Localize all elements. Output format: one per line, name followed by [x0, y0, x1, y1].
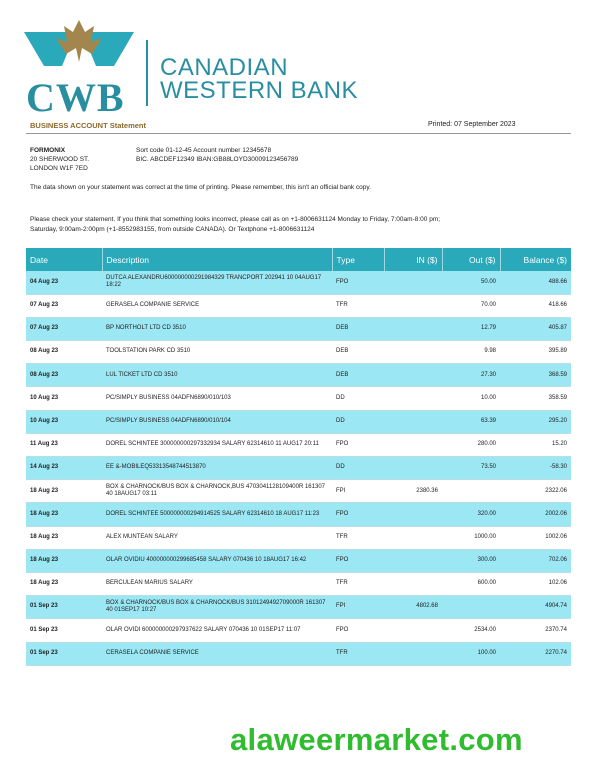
cell-balance: 1002.06 — [500, 526, 571, 549]
cell-out: 100.00 — [442, 642, 500, 665]
cell-type: TFR — [332, 294, 384, 317]
cell-type: FPO — [332, 271, 384, 294]
cell-description: DOREL SCHINTEE 500000000294914525 SALARY 62314610 18 AUG17 11:23 — [102, 503, 332, 526]
contact-note: Please check your statement. If you think that something looks incorrect, please call as on +1-8006631124 Monday to Friday, 7:00am-8:00 pm; Saturday, 9:00am-2:00pm (+1-8552983155, from outside CANADA). Or Textphone +1-8006631124 — [30, 216, 441, 233]
cell-description: EE &-MOBILEQ53313548744513870 — [102, 457, 332, 480]
cell-balance: 2370.74 — [500, 619, 571, 642]
bank-name — [160, 56, 358, 102]
header-type: Type — [332, 248, 384, 271]
table-row — [26, 619, 571, 642]
cell-date: 01 Sep 23 — [26, 642, 102, 665]
cell-out: 9.98 — [442, 341, 500, 364]
cell-balance: 102.06 — [500, 572, 571, 595]
cell-description: LUL TICKET LTD CD 3510 — [102, 364, 332, 387]
cell-out: 10.00 — [442, 387, 500, 410]
cell-type: FPI — [332, 480, 384, 503]
address-line2: LONDON W1F 7ED — [30, 165, 88, 172]
cell-description: TOOLSTATION PARK CD 3510 — [102, 341, 332, 364]
cell-in: 2380.36 — [384, 480, 442, 503]
cell-in — [384, 572, 442, 595]
account-details — [136, 146, 298, 164]
statement-header — [26, 121, 571, 134]
cell-balance: 2002.06 — [500, 503, 571, 526]
cell-date: 04 Aug 23 — [26, 271, 102, 294]
cell-type: DEB — [332, 364, 384, 387]
cell-type: FPO — [332, 503, 384, 526]
cell-type: DEB — [332, 341, 384, 364]
cell-description: PC/SIMPLY BUSINESS 04ADFN6890/010/103 — [102, 387, 332, 410]
logo-divider — [146, 40, 148, 106]
cell-type: FPO — [332, 433, 384, 456]
cell-type: TFR — [332, 642, 384, 665]
cell-in — [384, 294, 442, 317]
cell-in — [384, 271, 442, 294]
cell-description: GERASELA COMPANIE SERVICE — [102, 294, 332, 317]
cell-balance: 702.06 — [500, 549, 571, 572]
table-header-row — [26, 248, 571, 271]
cell-in — [384, 433, 442, 456]
cell-in — [384, 317, 442, 340]
cell-out: 70.00 — [442, 294, 500, 317]
cell-description: PC/SIMPLY BUSINESS 04ADFN6890/010/104 — [102, 410, 332, 433]
cell-date: 07 Aug 23 — [26, 294, 102, 317]
cell-in — [384, 387, 442, 410]
table-row — [26, 271, 571, 294]
cell-type: TFR — [332, 572, 384, 595]
header-date: Date — [26, 248, 102, 271]
cell-in — [384, 503, 442, 526]
cell-out: 50.00 — [442, 271, 500, 294]
cell-out: 300.00 — [442, 549, 500, 572]
cell-balance: 4904.74 — [500, 596, 571, 619]
cell-date: 10 Aug 23 — [26, 387, 102, 410]
cell-balance: 15.20 — [500, 433, 571, 456]
cell-balance: 2270.74 — [500, 642, 571, 665]
cell-out — [442, 480, 500, 503]
cell-description: CERASELA COMPANIE SERVICE — [102, 642, 332, 665]
cell-type: FPO — [332, 619, 384, 642]
cell-balance: 368.59 — [500, 364, 571, 387]
cell-date: 18 Aug 23 — [26, 480, 102, 503]
cell-in — [384, 642, 442, 665]
customer-name: FORMONIX — [30, 147, 66, 154]
cell-description: BP NORTHOLT LTD CD 3510 — [102, 317, 332, 340]
table-row — [26, 433, 571, 456]
statement-title: BUSINESS ACCOUNT Statement — [30, 121, 146, 130]
account-line1: Sort code 01-12-45 Account number 12345678 — [136, 147, 272, 154]
cell-type: TFR — [332, 526, 384, 549]
cell-balance: 395.89 — [500, 341, 571, 364]
header-out: Out ($) — [442, 248, 500, 271]
cell-in — [384, 457, 442, 480]
cell-out: 320.00 — [442, 503, 500, 526]
cell-date: 01 Sep 23 — [26, 596, 102, 619]
table-row — [26, 480, 571, 503]
cell-date: 18 Aug 23 — [26, 503, 102, 526]
table-row — [26, 572, 571, 595]
table-row — [26, 503, 571, 526]
cell-out: 2534.00 — [442, 619, 500, 642]
cell-type: DD — [332, 410, 384, 433]
table-row — [26, 596, 571, 619]
cell-description: BERCULEAN MARIUS SALARY — [102, 572, 332, 595]
address-line1: 20 SHERWOOD ST. — [30, 156, 90, 163]
table-row — [26, 526, 571, 549]
cell-out — [442, 596, 500, 619]
table-row — [26, 317, 571, 340]
watermark: alaweermarket.com — [230, 722, 523, 757]
cell-out: 280.00 — [442, 433, 500, 456]
cell-date: 08 Aug 23 — [26, 341, 102, 364]
table-row — [26, 294, 571, 317]
cell-date: 18 Aug 23 — [26, 572, 102, 595]
table-row — [26, 387, 571, 410]
cell-out: 27.30 — [442, 364, 500, 387]
cell-in — [384, 341, 442, 364]
cell-in — [384, 410, 442, 433]
table-row — [26, 549, 571, 572]
cell-description: BOX & CHARNOCK/BUS BOX & CHARNOCK,BUS 4703041128109400R 161307 40 18AUG17 03:11 — [102, 480, 332, 503]
cell-in — [384, 549, 442, 572]
header-in: IN ($) — [384, 248, 442, 271]
cell-type: DEB — [332, 317, 384, 340]
cell-date: 10 Aug 23 — [26, 410, 102, 433]
cell-type: FPI — [332, 596, 384, 619]
cell-balance: 488.66 — [500, 271, 571, 294]
cell-date: 08 Aug 23 — [26, 364, 102, 387]
cell-type: DD — [332, 387, 384, 410]
cell-description: BOX & CHARNOCK/BUS BOX & CHARNOCK/BUS 3101249492709000R 161307 40 01SEP17 10:27 — [102, 596, 332, 619]
header-description: Description — [102, 248, 332, 271]
transactions-table — [26, 248, 571, 666]
table-row — [26, 410, 571, 433]
cell-out: 600.00 — [442, 572, 500, 595]
cell-in: 4802.68 — [384, 596, 442, 619]
accuracy-note: The data shown on your statement was correct at the time of printing. Please remember, this isn't an official bank copy. — [30, 184, 371, 191]
cell-date: 07 Aug 23 — [26, 317, 102, 340]
header-balance: Balance ($) — [500, 248, 571, 271]
logo-abbreviation: CWB — [26, 75, 125, 120]
cell-out: 12.79 — [442, 317, 500, 340]
cell-description: ALEX MUNTEAN SALARY — [102, 526, 332, 549]
cell-out: 63.39 — [442, 410, 500, 433]
customer-address — [30, 146, 89, 173]
cell-type: DD — [332, 457, 384, 480]
cell-balance: 295.20 — [500, 410, 571, 433]
cell-balance: 2322.06 — [500, 480, 571, 503]
cell-date: 11 Aug 23 — [26, 433, 102, 456]
bank-name-line2: WESTERN BANK — [160, 77, 359, 104]
cell-date: 01 Sep 23 — [26, 619, 102, 642]
cell-description: OLAR OVIDIU 400000000299685458 SALARY 070436 10 18AUG17 16:42 — [102, 549, 332, 572]
cell-type: FPO — [332, 549, 384, 572]
table-row — [26, 457, 571, 480]
cell-date: 18 Aug 23 — [26, 526, 102, 549]
cell-in — [384, 619, 442, 642]
account-line2: BIC. ABCDEF12349 IBAN:GB88LOYD30009123456789 — [136, 156, 299, 163]
cell-balance: 405.87 — [500, 317, 571, 340]
cell-description: OLAR OVIDI 600000000297937622 SALARY 070436 10 01SEP17 11:07 — [102, 619, 332, 642]
cell-in — [384, 364, 442, 387]
cell-balance: -58.30 — [500, 457, 571, 480]
table-row — [26, 364, 571, 387]
table-row — [26, 341, 571, 364]
cell-balance: 358.59 — [500, 387, 571, 410]
cell-out: 1000.00 — [442, 526, 500, 549]
cell-balance: 418.66 — [500, 294, 571, 317]
cell-date: 14 Aug 23 — [26, 457, 102, 480]
table-body — [26, 271, 571, 665]
cell-description: DOREL SCHINTEE 300000000297332934 SALARY 62314610 11 AUG17 20:11 — [102, 433, 332, 456]
printed-date: Printed: 07 September 2023 — [428, 121, 516, 128]
table-row — [26, 642, 571, 665]
cell-out: 73.50 — [442, 457, 500, 480]
cell-date: 18 Aug 23 — [26, 549, 102, 572]
cell-description: DUTCA ALEXANDRU600000000291984329 TRANCPORT 202941 10 04AUG17 18:22 — [102, 271, 332, 294]
cell-in — [384, 526, 442, 549]
bank-logo — [24, 18, 364, 120]
bank-name-line1: CANADIAN — [160, 54, 289, 81]
